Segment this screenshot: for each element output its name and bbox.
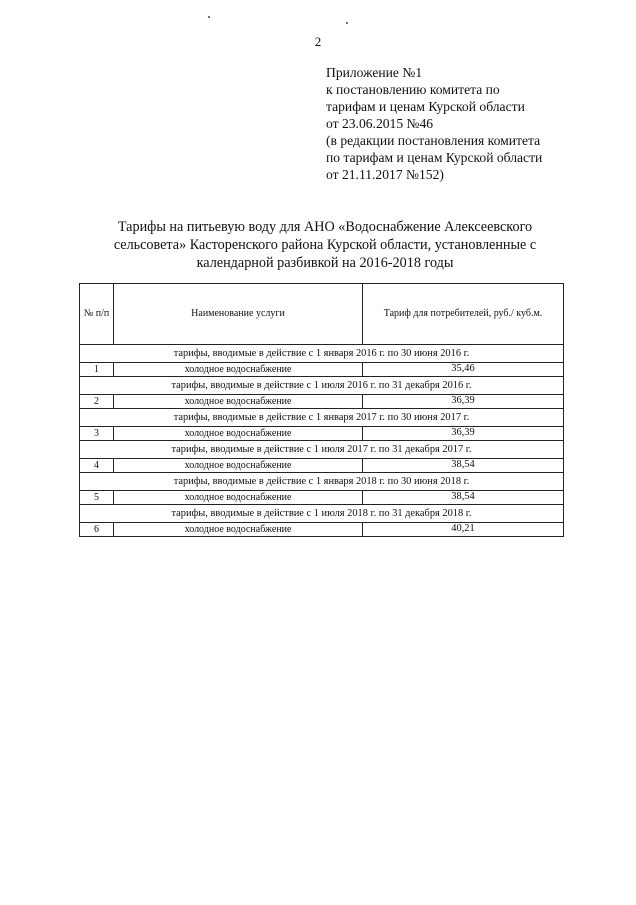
service-name: холодное водоснабжение bbox=[114, 427, 363, 441]
tariff-value: 36,39 bbox=[363, 427, 564, 441]
table-row bbox=[80, 395, 564, 409]
service-name: холодное водоснабжение bbox=[114, 363, 363, 377]
header-number: № п/п bbox=[80, 284, 114, 345]
table-row bbox=[80, 363, 564, 377]
period-row bbox=[80, 377, 564, 395]
row-number: 5 bbox=[80, 491, 114, 505]
appendix-line: по тарифам и ценам Курской области bbox=[326, 150, 543, 165]
header-service-name: Наименование услуги bbox=[114, 284, 363, 345]
row-number: 6 bbox=[80, 523, 114, 537]
period-row bbox=[80, 441, 564, 459]
period-label: тарифы, вводимые в действие с 1 января 2017 г. по 30 июня 2017 г. bbox=[80, 409, 564, 427]
service-name: холодное водоснабжение bbox=[114, 491, 363, 505]
title-line: Тарифы на питьевую воду для АНО «Водоснабжение Алексеевского bbox=[117, 219, 533, 235]
service-name: холодное водоснабжение bbox=[114, 523, 363, 537]
table-row bbox=[80, 459, 564, 473]
period-row bbox=[80, 409, 564, 427]
scan-speck bbox=[346, 22, 348, 24]
row-number: 2 bbox=[80, 395, 114, 409]
appendix-line: Приложение №1 bbox=[326, 65, 423, 80]
title-line: календарной разбивкой на 2016-2018 годы bbox=[196, 255, 454, 271]
appendix-line: к постановлению комитета по bbox=[326, 82, 500, 97]
appendix-block bbox=[326, 64, 616, 183]
appendix-line: от 21.11.2017 №152) bbox=[326, 167, 444, 182]
table-header-row bbox=[80, 284, 564, 345]
tariff-value: 35,46 bbox=[363, 363, 564, 377]
period-label: тарифы, вводимые в действие с 1 июля 2016 г. по 31 декабря 2016 г. bbox=[80, 377, 564, 395]
table-row bbox=[80, 523, 564, 537]
row-number: 1 bbox=[80, 363, 114, 377]
appendix-line: (в редакции постановления комитета bbox=[326, 133, 541, 148]
period-label: тарифы, вводимые в действие с 1 января 2016 г. по 30 июня 2016 г. bbox=[80, 345, 564, 363]
table-row bbox=[80, 427, 564, 441]
period-label: тарифы, вводимые в действие с 1 января 2018 г. по 30 июня 2018 г. bbox=[80, 473, 564, 491]
scan-speck bbox=[208, 16, 210, 18]
row-number: 4 bbox=[80, 459, 114, 473]
period-row bbox=[80, 473, 564, 491]
tariff-value: 36,39 bbox=[363, 395, 564, 409]
tariff-value: 38,54 bbox=[363, 491, 564, 505]
tariff-value: 40,21 bbox=[363, 523, 564, 537]
tariff-table bbox=[79, 283, 564, 537]
period-label: тарифы, вводимые в действие с 1 июля 2017 г. по 31 декабря 2017 г. bbox=[80, 441, 564, 459]
row-number: 3 bbox=[80, 427, 114, 441]
title-line: сельсовета» Касторенского района Курской области, установленные с bbox=[113, 237, 537, 253]
appendix-line: тарифам и ценам Курской области bbox=[326, 99, 525, 114]
document-title bbox=[60, 218, 590, 272]
service-name: холодное водоснабжение bbox=[114, 395, 363, 409]
service-name: холодное водоснабжение bbox=[114, 459, 363, 473]
page-number: 2 bbox=[314, 34, 322, 49]
tariff-value: 38,54 bbox=[363, 459, 564, 473]
period-label: тарифы, вводимые в действие с 1 июля 2018 г. по 31 декабря 2018 г. bbox=[80, 505, 564, 523]
period-row bbox=[80, 345, 564, 363]
appendix-line: от 23.06.2015 №46 bbox=[326, 116, 434, 131]
header-tariff: Тариф для потребителей, руб./ куб.м. bbox=[363, 284, 564, 345]
table-row bbox=[80, 491, 564, 505]
period-row bbox=[80, 505, 564, 523]
